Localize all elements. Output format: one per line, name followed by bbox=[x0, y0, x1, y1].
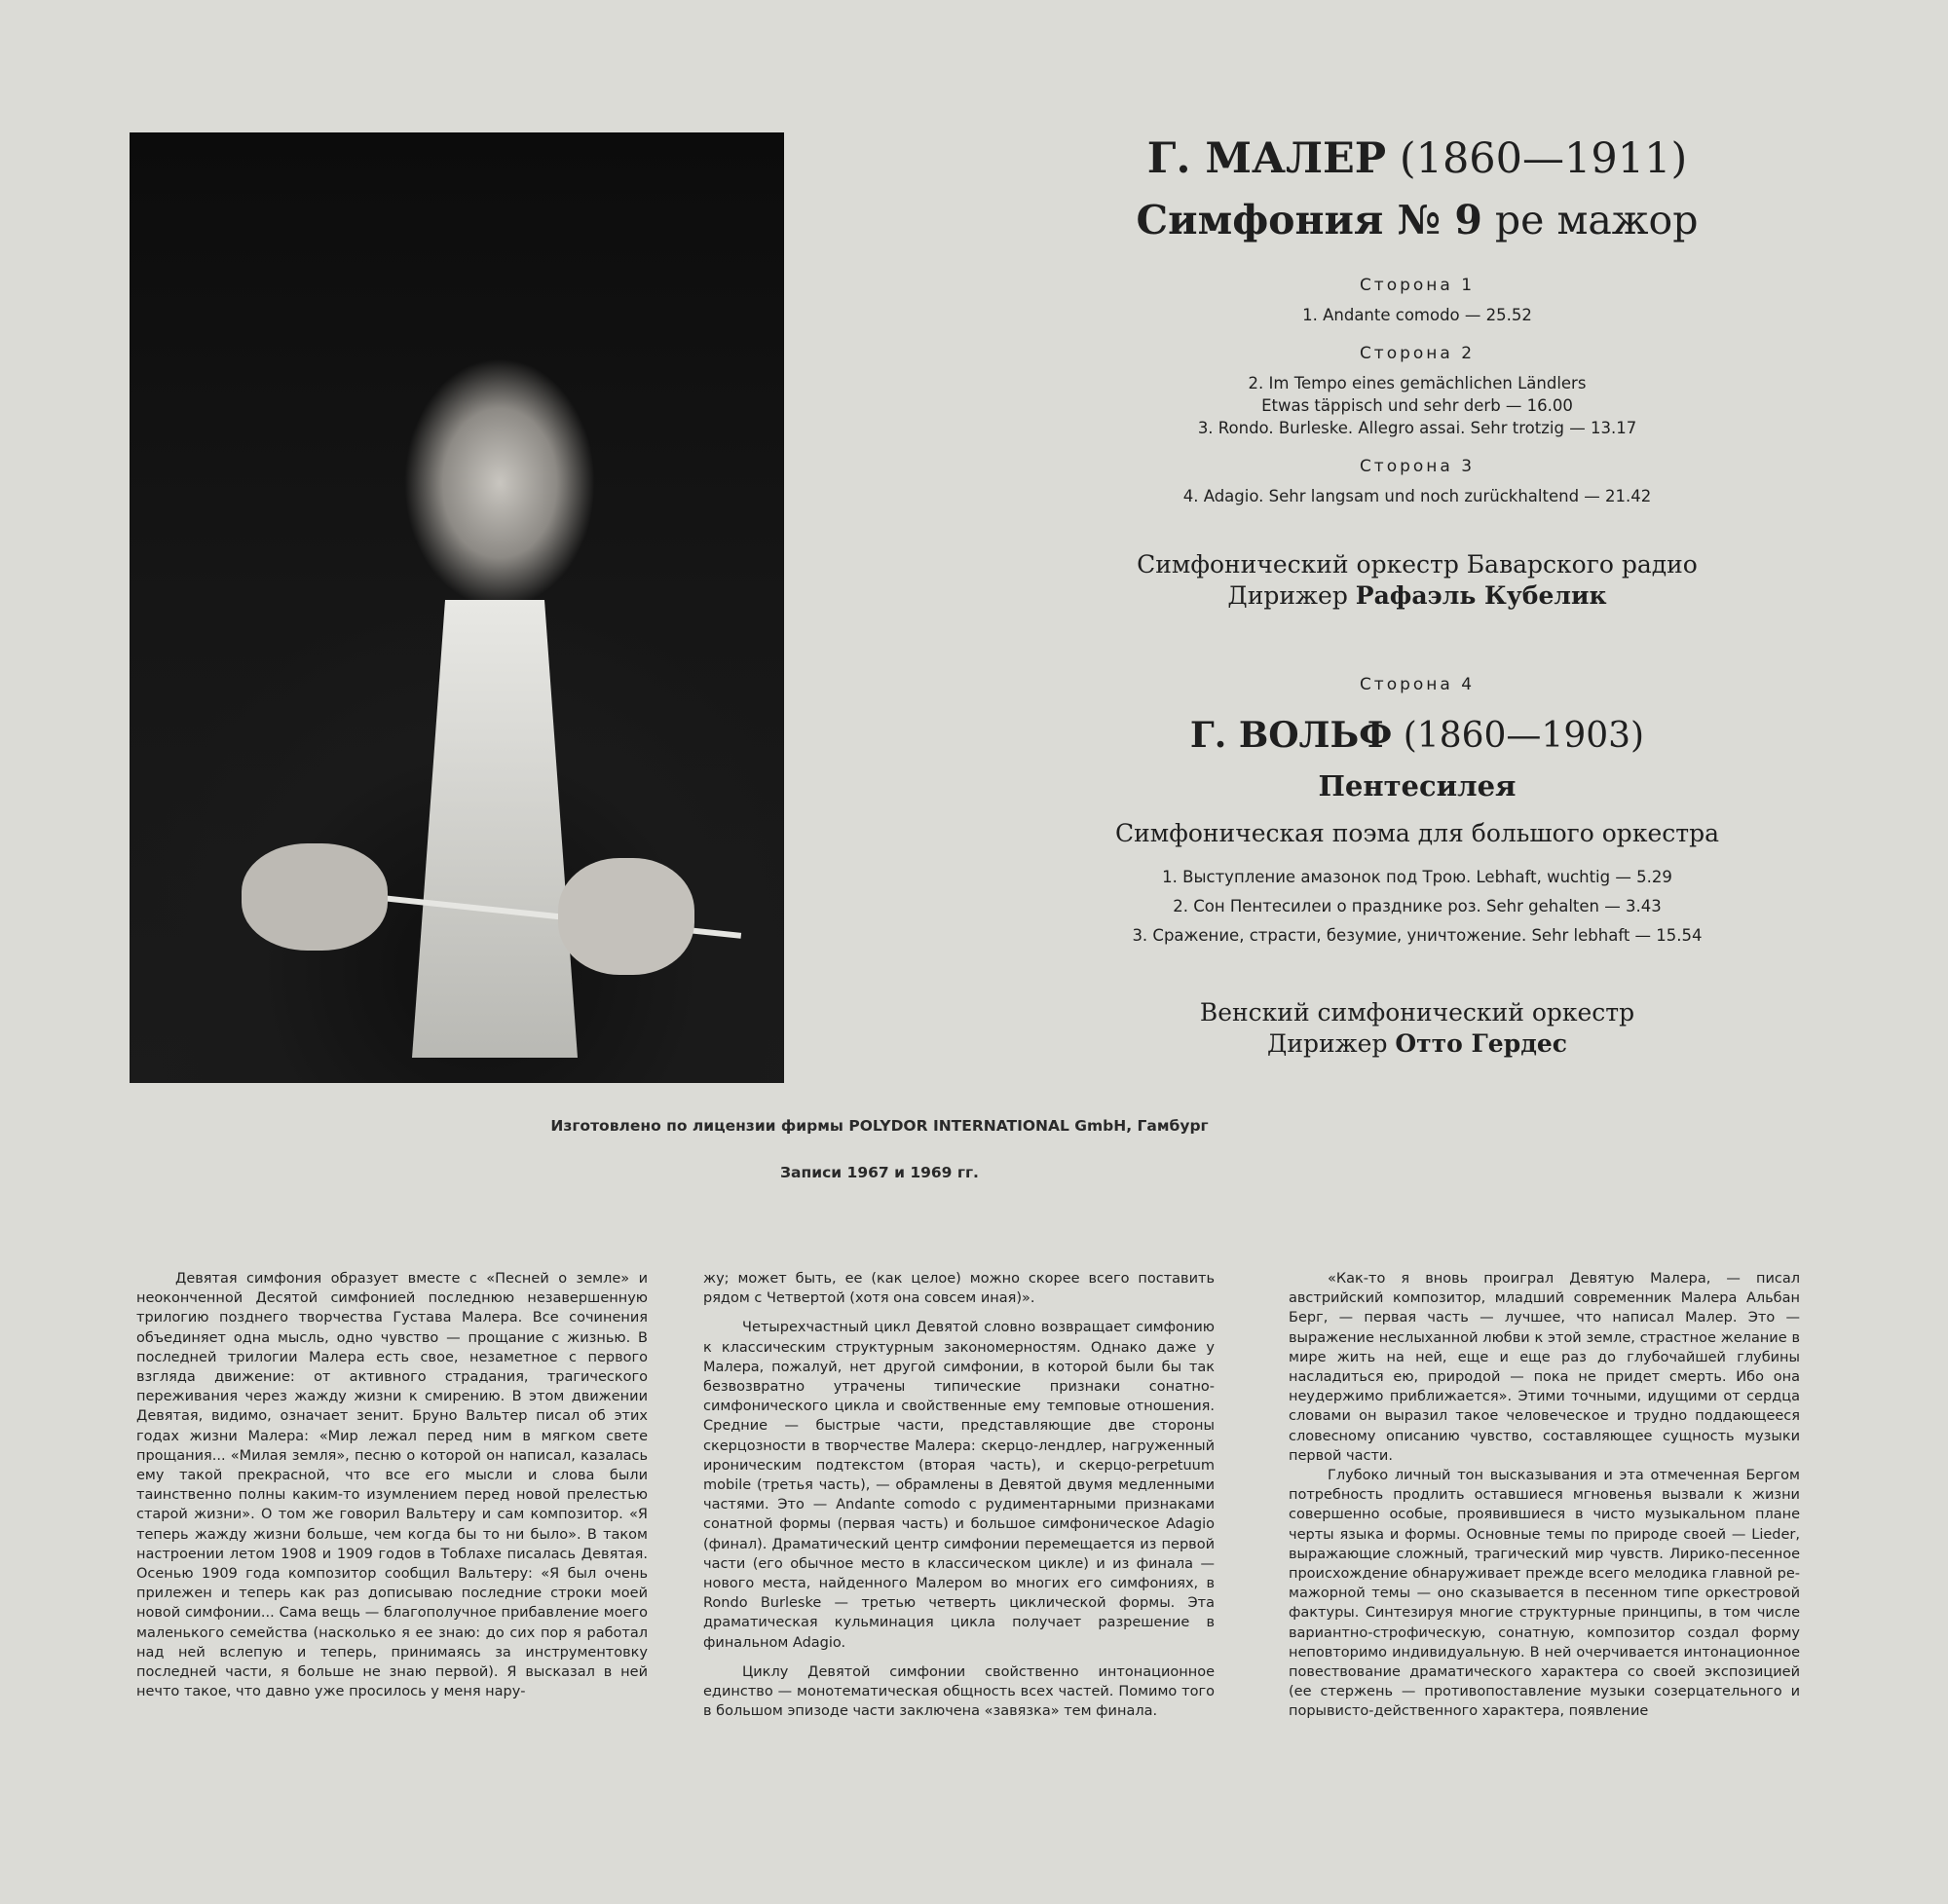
conductor1-line bbox=[1018, 581, 1817, 610]
side4-track2: 2. Сон Пентесилеи о празднике роз. Sehr gehalten — 3.43 bbox=[1173, 897, 1662, 915]
composer1-name: Г. МАЛЕР bbox=[1146, 134, 1387, 183]
side1-track1: 1. Andante comodo — 25.52 bbox=[1302, 306, 1532, 324]
work1-name: Симфония № 9 bbox=[1136, 197, 1482, 243]
side4-track3: 3. Сражение, страсти, безумие, уничтожение. Sehr lebhaft — 15.54 bbox=[1132, 926, 1703, 945]
conductor2-name: Отто Гердес bbox=[1395, 1029, 1567, 1058]
side4-label: Сторона 4 bbox=[1359, 675, 1476, 694]
conductor2-line bbox=[1018, 1029, 1817, 1058]
side2-track2a: 2. Im Tempo eines gemächlichen Ländlers bbox=[1248, 374, 1587, 392]
photo-right-hand bbox=[558, 858, 694, 975]
notes-column-1 bbox=[136, 1269, 648, 1701]
photo-shirt bbox=[412, 600, 578, 1058]
work2-subtitle: Симфоническая поэма для большого оркестра bbox=[1115, 819, 1719, 847]
composer1-years: (1860—1911) bbox=[1399, 134, 1688, 183]
conductor1-prefix: Дирижер bbox=[1227, 581, 1348, 610]
side3-track4: 4. Adagio. Sehr langsam und noch zurückhaltend — 21.42 bbox=[1182, 487, 1652, 505]
side2-track3: 3. Rondo. Burleske. Allegro assai. Sehr trotzig — 13.17 bbox=[1197, 419, 1637, 437]
composer2-name: Г. ВОЛЬФ bbox=[1189, 715, 1393, 756]
notes-paragraph: Девятая симфония образует вместе с «Песней о земле» и неоконченной Десятой симфонией последнюю незавершенную трилогию позднего творчества Густава Малера. Все сочинения объединяет одна мысль, одно чувство — прощание с жизнью. В последней трилогии Малера есть свое, незаметное с первого взгляда движение: от активного страдания, трагического переживания через жажду жизни к смирению. В этом движении Девятая, видимо, означает зенит. Бруно Вальтер писал об этих годах жизни Малера: «Мир лежал перед ним в мягком свете прощания... «Милая земля», песню о которой он написал, казалась ему такой прекрасной, что все его мысли и слова были таинственно полны каким-то изумлением перед новой прелестью старой жизни». О том же говорил Вальтеру и сам композитор. «Я теперь жажду жизни больше, чем когда бы то ни было». В таком настроении летом 1908 и 1909 годов в Тоблахе писалась Девятая. Осенью 1909 года композитор сообщил Вальтеру: «Я был очень прилежен и теперь как раз дописываю последние строки моей новой симфонии... Сама вещь — благополучное прибавление моего маленького семейства (насколько я ее знаю: до сих пор я работал над ней вслепую и теперь, принимаясь за инструментовку последней части, я больше не знаю первой). Я высказал в ней нечто такое, что давно уже просилось у меня нару- bbox=[136, 1271, 648, 1700]
conductor-photo bbox=[130, 132, 784, 1083]
recording-years: Записи 1967 и 1969 гг. bbox=[780, 1164, 979, 1181]
notes-column-2 bbox=[703, 1269, 1215, 1721]
orchestra1: Симфонический оркестр Баварского радио bbox=[1137, 550, 1698, 579]
work1-title bbox=[1018, 197, 1817, 243]
side2-label: Сторона 2 bbox=[1359, 344, 1476, 363]
notes-paragraph: «Как-то я вновь проиграл Девятую Малера, — писал австрийский композитор, младший современник Малера Альбан Берг, — первая часть — лучшее, что написал Малер. Это — выражение неслыханной любви к этой земле, страстное желание в мире жить на ней, еще и еще раз до глубочайшей глубины насладиться ею, природой — пока не придет смерть. Ибо она неудержимо приближается». Этими точными, идущими от сердца словами он выразил такое человеческое и трудно поддающееся словесному описанию чувство, составляющее сущность музыки первой части. bbox=[1289, 1271, 1800, 1464]
side3-label: Сторона 3 bbox=[1359, 457, 1476, 476]
photo-left-hand bbox=[242, 843, 388, 951]
side4-track1: 1. Выступление амазонок под Трою. Lebhaft, wuchtig — 5.29 bbox=[1162, 868, 1672, 886]
license-line: Изготовлено по лицензии фирмы POLYDOR INTERNATIONAL GmbH, Гамбург bbox=[550, 1117, 1209, 1135]
composer1-heading bbox=[1018, 134, 1817, 183]
conductor2-prefix: Дирижер bbox=[1267, 1029, 1388, 1058]
side2-track2b: Etwas täppisch und sehr derb — 16.00 bbox=[1261, 396, 1573, 415]
notes-paragraph: Циклу Девятой симфонии свойственно интонационное единство — монотематическая общность всех частей. Помимо того в большом эпизоде части заключена «завязка» тем финала. bbox=[703, 1663, 1215, 1720]
notes-paragraph: Глубоко личный тон высказывания и эта отмеченная Бергом потребность продлить оставшиеся мгновенья вызвали к жизни совершенно особые, проявившиеся в чисто музыкальном плане черты языка и формы. Основные темы по природе своей — Lieder, выражающие сложный, трагический мир чувств. Лирико-песенное происхождение обнаруживает прежде всего мелодика главной ре-мажорной темы — оно сказывается в песенном типе оркестровой фактуры. Синтезируя многие структурные принципы, в том числе вариантно-строфическую, сонатную, композитор создал форму неповторимо индивидуальную. В ней очерчивается интонационное повествование драматического характера со своей экспозицией (ее стержень — противопоставление музыки созерцательного и порывисто-действенного характера, появление bbox=[1289, 1468, 1800, 1720]
notes-paragraph: жу; может быть, ее (как целое) можно скорее всего поставить рядом с Четвертой (хотя она совсем иная)». bbox=[703, 1271, 1215, 1307]
work2-title: Пентесилея bbox=[1318, 769, 1517, 803]
composer2-years: (1860—1903) bbox=[1403, 716, 1645, 756]
side1-label: Сторона 1 bbox=[1359, 276, 1476, 295]
orchestra2: Венский симфонический оркестр bbox=[1199, 998, 1635, 1027]
notes-column-3 bbox=[1289, 1269, 1800, 1722]
conductor1-name: Рафаэль Кубелик bbox=[1355, 581, 1607, 610]
work1-key: ре мажор bbox=[1494, 197, 1699, 243]
notes-paragraph: Четырехчастный цикл Девятой словно возвращает симфонию к классическим структурным закономерностям. Однако даже у Малера, пожалуй, нет другой симфонии, в которой были бы так безвозвратно утрачены типические признаки сонатно-симфонического цикла и свойственные ему темповые отношения. Средние — быстрые части, представляющие две стороны скерцозности в творчестве Малера: скерцо-лендлер, нагруженный ироническим подтекстом (вторая часть), и скерцо-perpetuum mobile (третья часть), — обрамлены в Девятой двумя медленными частями. Это — Andante comodo с рудиментарными признаками сонатной формы (первая часть) и большое симфоническое Adagio (финал). Драматический центр симфонии перемещается из первой части (его обычное место в классическом цикле) и из финала — нового места, найденного Малером во многих его симфониях, в Rondo Burleske — третью четверть циклической формы. Эта драматическая кульминация цикла получает разрешение в финальном Adagio. bbox=[703, 1320, 1215, 1651]
composer2-heading bbox=[1018, 715, 1817, 756]
